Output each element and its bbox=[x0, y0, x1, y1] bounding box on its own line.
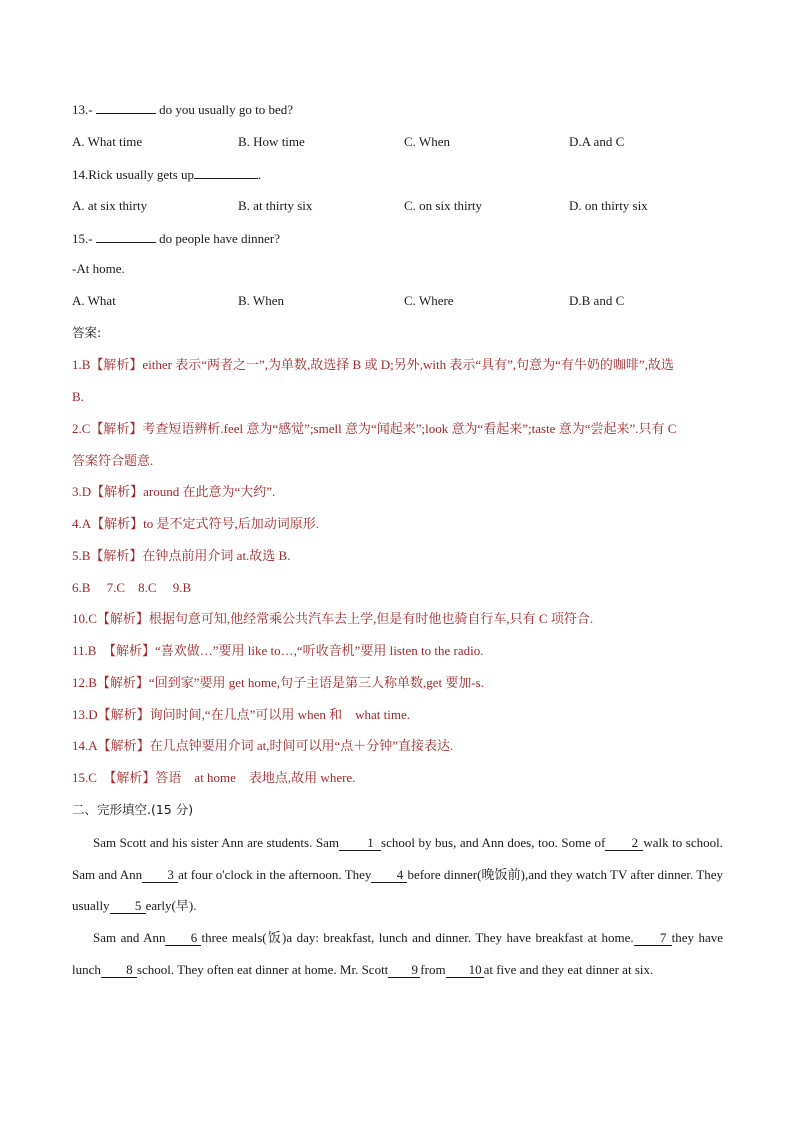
question-number: 15.- bbox=[72, 231, 93, 246]
cloze-gap-7: 7 bbox=[634, 931, 672, 946]
option-d: D.A and C bbox=[569, 134, 625, 149]
passage-text: Sam Scott and his sister Ann are students. Sam bbox=[93, 835, 340, 850]
passage-text: three meals(饭)a day: breakfast, lunch and dinner. They have breakfast at home. bbox=[201, 930, 634, 945]
passage-text: they have lunch bbox=[72, 930, 723, 977]
question-end: . bbox=[258, 167, 262, 182]
answer-line: B. bbox=[72, 389, 84, 404]
option-a: A. What time bbox=[72, 134, 143, 149]
cloze-gap-6: 6 bbox=[165, 931, 201, 946]
question-14 bbox=[72, 166, 261, 183]
answers-heading: 答案: bbox=[72, 325, 102, 340]
cloze-gap-2: 2 bbox=[605, 836, 643, 851]
cloze-gap-4: 4 bbox=[371, 868, 407, 883]
question-15 bbox=[72, 230, 280, 247]
question-number: 13.- bbox=[72, 102, 93, 117]
option-c: C. Where bbox=[404, 293, 454, 308]
passage-text: early(早). bbox=[145, 898, 197, 914]
question-text: 14.Rick usually gets up bbox=[72, 167, 195, 182]
answer-line: 6.B 7.C 8.C 9.B bbox=[72, 580, 192, 595]
option-b: B. at thirty six bbox=[238, 198, 313, 213]
answer-line: 13.D【解析】询问时间,“在几点”可以用 when 和 what time. bbox=[72, 707, 410, 722]
passage-text: before dinner(晚饭前),and they watch TV after dinner. They usually bbox=[72, 866, 723, 914]
cloze-paragraph-1 bbox=[72, 827, 723, 922]
option-a: A. at six thirty bbox=[72, 198, 148, 213]
passage-text: walk to school. Sam and Ann bbox=[72, 835, 723, 882]
cloze-gap-3: 3 bbox=[142, 868, 178, 883]
answer-line: 4.A【解析】to 是不定式符号,后加动词原形. bbox=[72, 516, 320, 531]
option-d: D.B and C bbox=[569, 293, 625, 308]
answer-blank bbox=[96, 230, 156, 243]
option-a: A. What bbox=[72, 293, 116, 308]
answer-line: 5.B【解析】在钟点前用介词 at.故选 B. bbox=[72, 548, 291, 563]
option-d: D. on thirty six bbox=[569, 198, 648, 213]
cloze-gap-8: 8 bbox=[101, 963, 137, 978]
question-text: do people have dinner? bbox=[159, 231, 281, 246]
passage-text: at five and they eat dinner at six. bbox=[483, 961, 654, 977]
answer-line: 答案符合题意. bbox=[72, 453, 154, 468]
cloze-gap-5: 5 bbox=[110, 899, 146, 914]
answer-line: 3.D【解析】around 在此意为“大约”. bbox=[72, 484, 276, 499]
cloze-gap-1: 1 bbox=[339, 836, 381, 851]
question-text: do you usually go to bed? bbox=[159, 102, 294, 117]
passage-text: school by bus, and Ann does, too. Some of bbox=[381, 835, 606, 850]
cloze-paragraph-2 bbox=[72, 922, 723, 985]
option-c: C. When bbox=[404, 134, 450, 149]
answer-line: 15.C 【解析】答语 at home 表地点,故用 where. bbox=[72, 770, 356, 785]
question-13 bbox=[72, 101, 293, 118]
passage-text: Sam and Ann bbox=[93, 930, 166, 945]
option-b: B. When bbox=[238, 293, 284, 308]
answer-line: 11.B 【解析】“喜欢做…”要用 like to…,“听收音机”要用 listen to the radio. bbox=[72, 643, 484, 658]
cloze-gap-10: 10 bbox=[446, 963, 484, 978]
answer-line: 10.C【解析】根据句意可知,他经常乘公共汽车去上学,但是有时他也骑自行车,只有 C 项符合. bbox=[72, 611, 594, 626]
option-c: C. on six thirty bbox=[404, 198, 483, 213]
option-b: B. How time bbox=[238, 134, 305, 149]
passage-text: at four o'clock in the afternoon. They bbox=[178, 866, 372, 882]
answer-line: 14.A【解析】在几点钟要用介词 at,时间可以用“点＋分钟”直接表达. bbox=[72, 738, 454, 753]
section-heading: 二、完形填空.(15 分) bbox=[72, 802, 194, 817]
question-15-reply: -At home. bbox=[72, 261, 125, 276]
answer-line: 12.B【解析】“回到家”要用 get home,句子主语是第三人称单数,get 要加-s. bbox=[72, 675, 484, 690]
answer-blank bbox=[194, 166, 258, 179]
answer-line: 2.C【解析】考查短语辨析.feel 意为“感觉”;smell 意为“闻起来”;look 意为“看起来”;taste 意为“尝起来”.只有 C bbox=[72, 421, 677, 436]
answer-line: 1.B【解析】either 表示“两者之一”,为单数,故选择 B 或 D;另外,with 表示“具有”,句意为“有牛奶的咖啡”,故选 bbox=[72, 357, 674, 372]
passage-text: school. They often eat dinner at home. Mr. Scott bbox=[136, 961, 389, 977]
passage-text: from bbox=[420, 961, 446, 977]
answer-blank bbox=[96, 101, 156, 114]
cloze-gap-9: 9 bbox=[388, 963, 420, 978]
